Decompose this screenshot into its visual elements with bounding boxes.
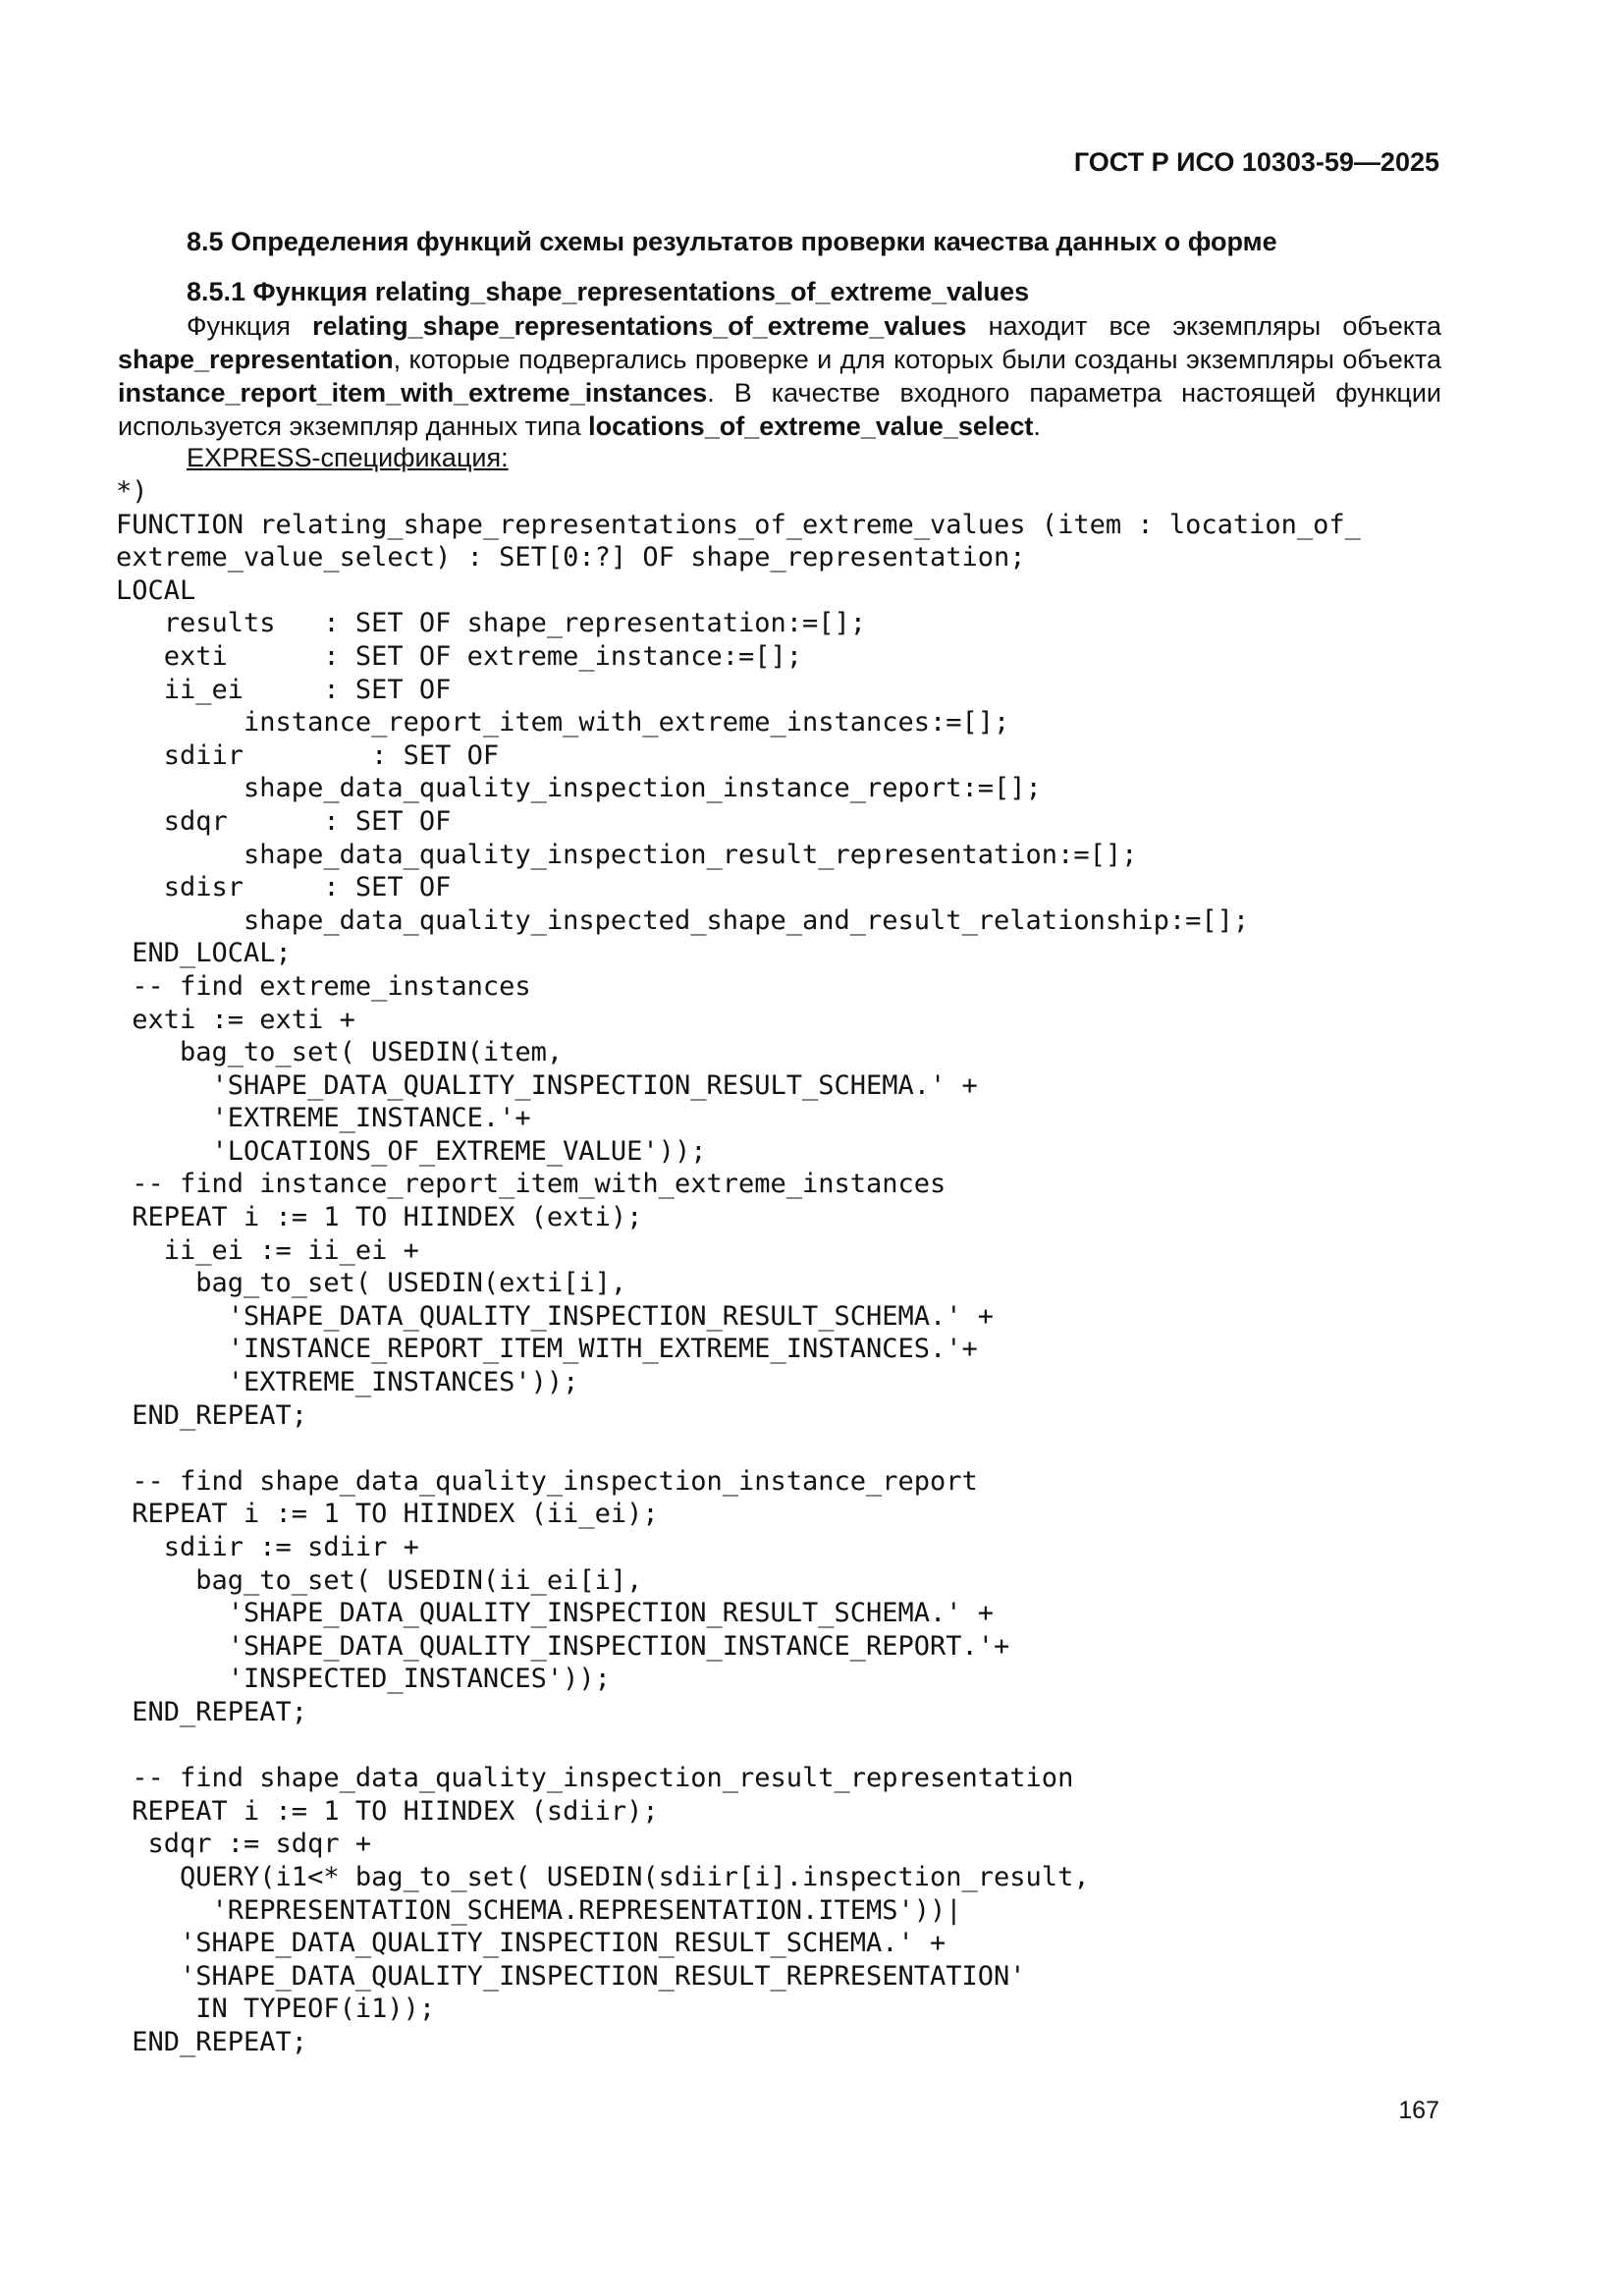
code-line: IN TYPEOF(i1)); — [116, 1994, 436, 2025]
code-line: -- find shape_data_quality_inspection_instance_report — [116, 1465, 978, 1497]
code-line — [116, 1729, 1361, 1763]
code-line: exti : SET OF extreme_instance:=[]; — [116, 640, 802, 672]
description-paragraph — [118, 309, 1441, 443]
code-line: ii_ei := ii_ei + — [116, 1234, 419, 1266]
code-line: ii_ei : SET OF — [116, 674, 452, 705]
code-line — [116, 1432, 1361, 1465]
code-line: QUERY(i1<* bag_to_set( USEDIN(sdiir[i].inspection_result, — [116, 1861, 1090, 1892]
paragraph-text: находит все экземпляры объекта — [966, 311, 1442, 341]
code-line: 'REPRESENTATION_SCHEMA.REPRESENTATION.ITEMS'))| — [116, 1894, 962, 1926]
express-spec-label: EXPRESS-спецификация: — [187, 443, 509, 472]
code-line: shape_data_quality_inspection_instance_report:=[]; — [116, 773, 1042, 804]
code-line: REPEAT i := 1 TO HIINDEX (exti); — [116, 1202, 643, 1233]
code-line: bag_to_set( USEDIN(exti[i], — [116, 1268, 627, 1299]
code-line: -- find shape_data_quality_inspection_result_representation — [116, 1763, 1074, 1794]
code-line: sdqr := sdqr + — [116, 1829, 372, 1860]
code-line: FUNCTION relating_shape_representations_of_extreme_values (item : location_of_ — [116, 509, 1361, 540]
paragraph-text: Функция — [187, 311, 313, 341]
code-line: END_REPEAT; — [116, 2026, 308, 2057]
code-line: exti := exti + — [116, 1004, 355, 1035]
paragraph-text: . В качестве входного параметра настоящей функции используется экземпляр данных типа — [118, 378, 1441, 441]
paragraph-text: . — [1033, 411, 1041, 441]
code-line: END_LOCAL; — [116, 938, 292, 969]
code-line: 'LOCATIONS_OF_EXTREME_VALUE')); — [116, 1135, 707, 1167]
code-line: bag_to_set( USEDIN(ii_ei[i], — [116, 1564, 643, 1596]
subsection-title: 8.5.1 Функция relating_shape_representations_of_extreme_values — [187, 277, 1030, 306]
paragraph-text: , которые подвергались проверке и для которых были созданы экземпляры объекта — [393, 345, 1441, 374]
code-line: sdqr : SET OF — [116, 805, 452, 837]
code-line: REPEAT i := 1 TO HIINDEX (ii_ei); — [116, 1499, 659, 1530]
code-line: END_REPEAT; — [116, 1399, 308, 1431]
code-line: 'SHAPE_DATA_QUALITY_INSPECTION_RESULT_SCHEMA.' + — [116, 1598, 995, 1629]
code-line: shape_data_quality_inspected_shape_and_result_relationship:=[]; — [116, 904, 1250, 936]
code-line: instance_report_item_with_extreme_instances:=[]; — [116, 707, 1010, 738]
code-line: LOCAL — [116, 574, 196, 606]
standard-header: ГОСТ Р ИСО 10303-59—2025 — [1073, 147, 1439, 177]
section-title: 8.5 Определения функций схемы результатов проверки качества данных о форме — [187, 227, 1277, 256]
entity-name-bold: shape_representation — [118, 345, 394, 374]
code-line: 'SHAPE_DATA_QUALITY_INSPECTION_INSTANCE_REPORT.'+ — [116, 1630, 1010, 1662]
code-line: sdiir := sdiir + — [116, 1532, 419, 1562]
code-line: *) — [116, 476, 148, 507]
code-line: results : SET OF shape_representation:=[]; — [116, 608, 867, 639]
code-line: shape_data_quality_inspection_result_representation:=[]; — [116, 839, 1138, 870]
entity-name-bold: instance_report_item_with_extreme_instances — [118, 378, 708, 408]
code-line: 'SHAPE_DATA_QUALITY_INSPECTION_RESULT_SCHEMA.' + — [116, 1928, 947, 1959]
code-line: 'SHAPE_DATA_QUALITY_INSPECTION_RESULT_SCHEMA.' + — [116, 1300, 995, 1332]
code-line: bag_to_set( USEDIN(item, — [116, 1037, 564, 1068]
function-name-bold: relating_shape_representations_of_extreme_values — [312, 311, 967, 341]
type-name-bold: locations_of_extreme_value_select — [588, 411, 1034, 441]
code-line: sdiir : SET OF — [116, 739, 500, 771]
code-line: 'SHAPE_DATA_QUALITY_INSPECTION_RESULT_SCHEMA.' + — [116, 1069, 978, 1101]
code-line: REPEAT i := 1 TO HIINDEX (sdiir); — [116, 1795, 659, 1827]
page-number: 167 — [1398, 2097, 1439, 2124]
code-line: 'EXTREME_INSTANCES')); — [116, 1367, 579, 1398]
express-code-block — [116, 475, 1361, 2059]
code-line: 'INSPECTED_INSTANCES')); — [116, 1664, 611, 1695]
code-line: sdisr : SET OF — [116, 872, 452, 903]
code-line: extreme_value_select) : SET[0:?] OF shape_representation; — [116, 542, 1026, 574]
code-line: -- find instance_report_item_with_extreme_instances — [116, 1169, 947, 1200]
code-line: 'INSTANCE_REPORT_ITEM_WITH_EXTREME_INSTANCES.'+ — [116, 1334, 978, 1365]
code-line: 'SHAPE_DATA_QUALITY_INSPECTION_RESULT_REPRESENTATION' — [116, 1960, 1026, 1992]
code-line: END_REPEAT; — [116, 1696, 308, 1727]
code-line: -- find extreme_instances — [116, 970, 531, 1002]
code-line: 'EXTREME_INSTANCE.'+ — [116, 1103, 531, 1134]
